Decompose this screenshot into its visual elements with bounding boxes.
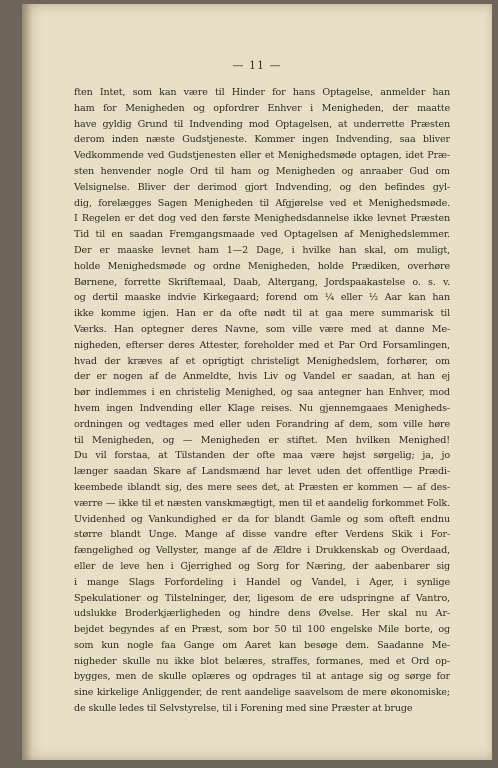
text-line: fængelighed og Vellyster, mange af de Ældre i Drukkenskab og Overdaad, bbox=[74, 545, 450, 557]
text-line: Vedkommende ved Gudstjenesten eller et Menighedsmøde optagen, idet Præ- bbox=[74, 150, 450, 162]
text-line: Spekulationer og Tilstelninger, der, ligesom de ere udspringne af Vantro, bbox=[74, 592, 450, 604]
text-line: Uvidenhed og Vankundighed er da for blandt Gamle og som ofteft endnu bbox=[74, 513, 450, 525]
text-line: dig, forelægges Sagen Menigheden til Afgjørelse ved et Menighedsmøde. bbox=[74, 197, 450, 209]
text-line: bygges, men de skulle oplæres og opdrages til at antage sig og sørge for bbox=[74, 671, 450, 683]
text-line: bejdet begyndes af en Præst, som bor 50 til 100 engelske Mile borte, og bbox=[74, 624, 450, 636]
body-text bbox=[74, 85, 450, 717]
text-line: større blandt Unge. Mange af disse vandre efter Verdens Skik i For- bbox=[74, 529, 450, 541]
text-line: Du vil forstaa, at Tilstanden der ofte maa være højst sørgelig; ja, jo bbox=[74, 450, 450, 462]
text-line: de skulle ledes til Selvstyrelse, til i Forening med sine Præster at bruge bbox=[74, 703, 413, 715]
page-number: — 11 — bbox=[232, 59, 282, 72]
text-line: der er nogen af de Anmeldte, hvis Liv og Vandel er saadan, at han ej bbox=[74, 371, 450, 383]
text-line: holde Menighedsmøde og ordne Menigheden, holde Prædiken, overhøre bbox=[74, 260, 450, 272]
text-line: sine kirkelige Anliggender, de rent aandelige saavelsom de mere økonomiske; bbox=[74, 687, 450, 699]
text-line: til Menigheden, og — Menigheden er stiftet. Men hvilken Menighed! bbox=[74, 434, 450, 446]
page-binding-shadow bbox=[22, 4, 32, 760]
text-line: ften Intet, som kan være til Hinder for hans Optagelse, anmelder han bbox=[74, 87, 450, 98]
text-line: udslukke Broderkjærligheden og hindre dens Øvelse. Her skal nu Ar- bbox=[74, 608, 450, 620]
text-line: eller de leve hen i Gjerrighed og Sorg for Næring, der aabenbarer sig bbox=[74, 560, 450, 572]
text-line: Tid til en saadan Fremgangsmaade ved Optagelsen af Menighedslemmer. bbox=[74, 229, 450, 241]
text-line: nigheden, efterser deres Attester, foreholder med et Par Ord Forsamlingen, bbox=[74, 339, 450, 351]
text-line: sten henvender nogle Ord til ham og Menigheden og anraaber Gud om bbox=[74, 165, 450, 177]
text-line: ikke komme igjen. Han er da ofte nødt til at gaa mere summarisk til bbox=[74, 308, 450, 320]
text-line: ordningen og vedtages med eller uden Forandring af dem, som ville høre bbox=[74, 418, 450, 430]
text-line: derom inden næste Gudstjeneste. Kommer ingen Indvending, saa bliver bbox=[74, 134, 450, 146]
text-line: nigheder skulle nu ikke blot belæres, straffes, formanes, med et Ord op- bbox=[74, 655, 450, 667]
text-line: hvad der kræves af et oprigtigt christeligt Menighedslem, forhører, om bbox=[74, 355, 450, 367]
text-line: værre — ikke til et næsten vanskmægtigt, men til et aandelig forkommet Folk. bbox=[74, 497, 450, 509]
text-line: I Regelen er det dog ved den første Menighedsdannelse ikke levnet Præsten bbox=[74, 213, 450, 225]
text-line: Værks. Han optegner deres Navne, som ville være med at danne Me- bbox=[74, 323, 450, 335]
text-line: ham for Menigheden og opfordrer Enhver i Menigheden, der maatte bbox=[74, 102, 450, 114]
text-line: hvem ingen Indvending eller Klage reises. Nu gjennemgaaes Menigheds- bbox=[74, 402, 450, 414]
text-line: Der er maaske levnet ham 1—2 Dage, i hvilke han skal, om muligt, bbox=[74, 244, 450, 256]
text-line: bør indlemmes i en christelig Menighed, og saa antegner han Enhver, mod bbox=[74, 387, 450, 399]
text-line: Velsignelse. Bliver der derimod gjort Indvending, og den befindes gyl- bbox=[74, 181, 450, 193]
text-line: og dertil maaske indvie Kirkegaard; forend om ¼ eller ½ Aar kan han bbox=[74, 292, 450, 304]
text-line: i mange Slags Forfordeling i Handel og Vandel, i Ager, i synlige bbox=[74, 576, 450, 588]
text-line: længer saadan Skare af Landsmænd har levet uden det offentlige Prædi- bbox=[74, 466, 450, 478]
text-line: Børnene, forrette Skriftemaal, Daab, Altergang, Jordspaakastelse o. s. v. bbox=[74, 276, 450, 288]
text-line: keembede iblandt sig, des mere sees det, at Præsten er kommen — af des- bbox=[74, 481, 450, 493]
book-page bbox=[22, 4, 492, 760]
text-line: have gyldig Grund til Indvending mod Optagelsen, at underrette Præsten bbox=[74, 118, 450, 130]
text-line: som kun nogle faa Gange om Aaret kan besøge dem. Saadanne Me- bbox=[74, 639, 450, 651]
